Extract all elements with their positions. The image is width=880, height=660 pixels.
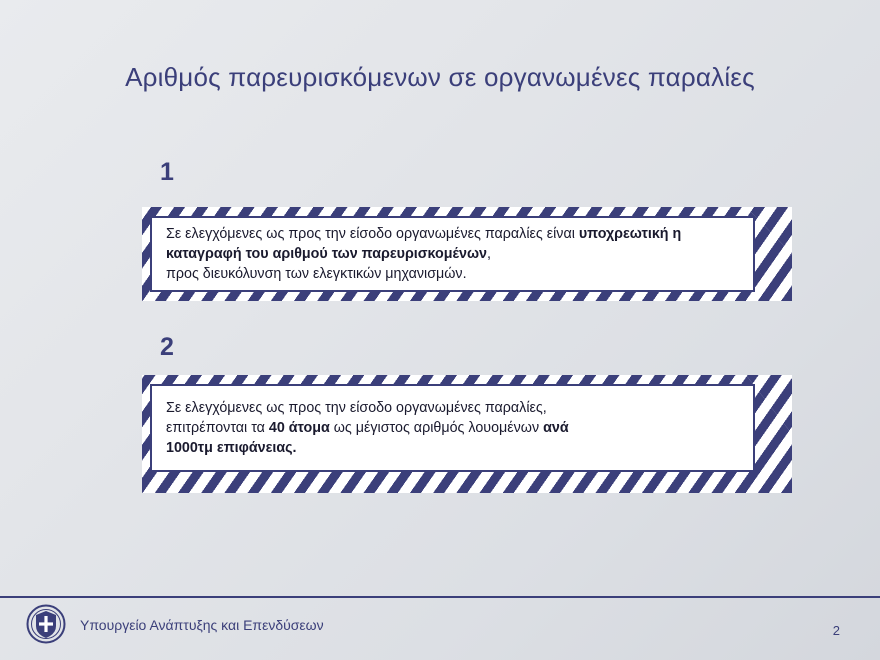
callout-1-line3: προς διευκόλυνση των ελεγκτικών μηχανισμών. xyxy=(166,266,467,283)
callout-1-comma: , xyxy=(486,245,491,262)
footer-ministry-label: Υπουργείο Ανάπτυξης και Επενδύσεων xyxy=(80,617,324,633)
callout-text-1 xyxy=(152,218,753,291)
step-number-2: 2 xyxy=(160,333,174,361)
callout-text-2 xyxy=(152,392,585,465)
arrow-shape-1 xyxy=(142,207,792,301)
callout-1-line1: Σε ελεγχόμενες ως προς την είσοδο οργανωμένες παραλίες είναι xyxy=(166,225,579,242)
callout-2-line2a: επιτρέπονται τα xyxy=(166,419,269,436)
callout-block-2 xyxy=(142,375,792,493)
greek-coat-of-arms-icon xyxy=(26,604,66,644)
callout-2-bold-b: ανά xyxy=(543,419,569,436)
page-title: Αριθμός παρευρισκόμενων σε οργανωμένες παραλίες xyxy=(125,62,755,92)
callout-2-line1: Σε ελεγχόμενες ως προς την είσοδο οργανωμένες παραλίες, xyxy=(166,399,547,416)
callout-2-line3: 1000τμ επιφάνειας. xyxy=(166,440,297,457)
page-number: 2 xyxy=(832,623,840,638)
footer-divider xyxy=(0,596,880,598)
callout-card-2 xyxy=(150,384,755,472)
callout-2-line2b: ως μέγιστος αριθμός λουομένων xyxy=(329,419,544,436)
arrow-shape-2 xyxy=(142,375,792,493)
step-number-1: 1 xyxy=(160,158,174,186)
callout-1-bold: υποχρεωτική η καταγραφή του αριθμού των παρευρισκομένων xyxy=(166,225,682,262)
callout-2-bold-a: 40 άτομα xyxy=(268,419,330,436)
callout-card-1 xyxy=(150,216,755,292)
callout-block-1 xyxy=(142,207,792,301)
